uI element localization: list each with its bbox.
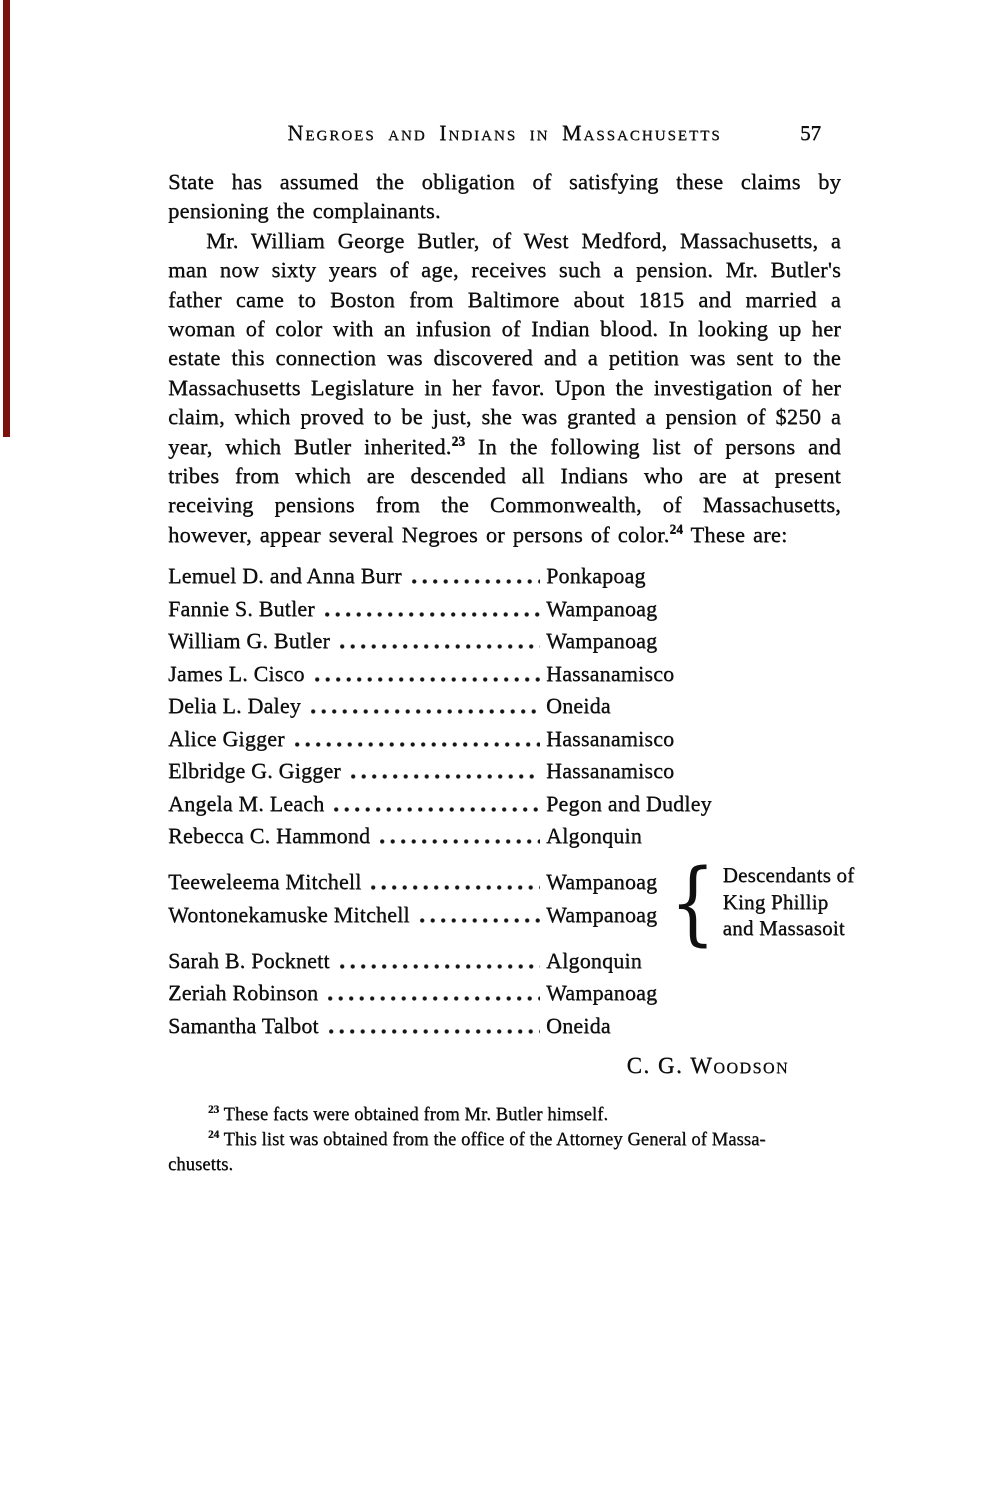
dot-leader xyxy=(371,885,540,890)
list-item xyxy=(168,948,841,981)
author-signature: C. G. Woodson xyxy=(626,1053,789,1079)
paragraph-butler xyxy=(168,226,841,549)
paragraph-text: These are: xyxy=(690,521,788,547)
dot-leader xyxy=(412,579,540,584)
tribe-name: Algonquin xyxy=(546,823,642,849)
tribe-name: Oneida xyxy=(546,1012,611,1038)
footnote-text: These facts were obtained from Mr. Butler himself. xyxy=(223,1105,609,1126)
footnote-text: This list was obtained from the office of the Attorney General of Massa- xyxy=(223,1130,766,1151)
dot-leader xyxy=(420,918,540,923)
tribe-name: Wampanoag xyxy=(546,628,658,654)
dot-leader xyxy=(334,807,540,812)
footnote-24 xyxy=(168,1128,841,1178)
list-item xyxy=(168,596,841,629)
brace-group-rows xyxy=(168,869,666,934)
tribe-name: Hassanamisco xyxy=(546,758,675,784)
note-line: King Phillip xyxy=(722,889,829,914)
tribe-name: Oneida xyxy=(546,693,611,719)
dot-leader xyxy=(295,742,540,747)
person-name: Teeweleema Mitchell xyxy=(168,869,362,895)
tribe-name: Ponkapoag xyxy=(546,563,646,589)
footnote-marker: 24 xyxy=(208,1129,220,1142)
person-name: Alice Gigger xyxy=(168,725,285,751)
list-item xyxy=(168,661,841,694)
list-item xyxy=(168,823,841,856)
running-title: Negroes and Indians in Massachusetts xyxy=(287,120,722,145)
person-name: Elbridge G. Gigger xyxy=(168,758,341,784)
list-item xyxy=(168,563,841,596)
list-item xyxy=(168,1013,841,1046)
list-item xyxy=(168,693,841,726)
footnote-text: chusetts. xyxy=(168,1155,234,1176)
person-name: Rebecca C. Hammond xyxy=(168,823,371,849)
dot-leader xyxy=(380,839,540,844)
tribe-name: Hassanamisco xyxy=(546,660,675,686)
tribe-name: Wampanoag xyxy=(546,901,658,927)
dot-leader xyxy=(315,677,540,682)
descendants-brace-group xyxy=(168,848,855,955)
paragraph-continuation: State has assumed the obligation of satisfying these claims by pensioning the complainants. xyxy=(168,169,841,224)
tribe-name: Wampanoag xyxy=(546,980,658,1006)
dot-leader xyxy=(328,996,540,1001)
scan-edge-artifact xyxy=(3,0,10,437)
curly-brace-glyph: { xyxy=(670,848,716,955)
tribe-name: Wampanoag xyxy=(546,869,658,895)
page-number: 57 xyxy=(800,121,821,145)
tribe-name: Wampanoag xyxy=(546,595,658,621)
footnote-23 xyxy=(168,1103,841,1128)
page-content xyxy=(168,167,855,1178)
brace-group-note xyxy=(723,862,855,942)
pension-list xyxy=(168,563,855,1045)
dot-leader xyxy=(340,644,540,649)
list-item xyxy=(168,902,666,935)
dot-leader xyxy=(311,709,540,714)
dot-leader xyxy=(351,774,540,779)
list-item xyxy=(168,869,666,902)
person-name: Fannie S. Butler xyxy=(168,595,315,621)
person-name: Angela M. Leach xyxy=(168,790,325,816)
footnote-ref-24: 24 xyxy=(669,521,683,537)
footnotes xyxy=(168,1103,841,1178)
person-name: Delia L. Daley xyxy=(168,693,301,719)
person-name: Sarah B. Pocknett xyxy=(168,947,330,973)
person-name: Samantha Talbot xyxy=(168,1012,319,1038)
note-line: Descendants of xyxy=(722,863,855,888)
person-name: William G. Butler xyxy=(168,628,330,654)
dot-leader xyxy=(325,612,540,617)
paragraph-text: In the following list of persons and tribes from which are descended all Indians who are at present receiving pensions from the Commonwealth, of Massachusetts, however, appear several Negroes or persons of color. xyxy=(168,433,842,547)
tribe-name: Pegon and Dudley xyxy=(546,790,712,816)
person-name: James L. Cisco xyxy=(168,660,305,686)
list-item xyxy=(168,628,841,661)
person-name: Zeriah Robinson xyxy=(168,980,319,1006)
footnote-marker: 23 xyxy=(208,1104,220,1117)
note-line: and Massasoit xyxy=(722,916,845,941)
list-item xyxy=(168,791,841,824)
person-name: Wontonekamuske Mitchell xyxy=(168,901,410,927)
tribe-name: Hassanamisco xyxy=(546,725,675,751)
tribe-name: Algonquin xyxy=(546,947,642,973)
dot-leader xyxy=(329,1029,540,1034)
list-item xyxy=(168,980,841,1013)
footnote-ref-23: 23 xyxy=(451,433,466,449)
list-item xyxy=(168,758,841,791)
paragraph-text: Mr. William George Butler, of West Medford, Massachusetts, a man now sixty years of age, receives such a pension. Mr. Butler's father came to Boston from Baltimore about 1815 and married a woman of color with an infusion of Indian blood. In looking up her estate this connection was discovered and a petition was sent to the Massachusetts Legislature in her favor. Upon the investigation of her claim, which proved to be just, she was granted a pension of $250 a year, which Butler inherited. xyxy=(168,227,841,459)
person-name: Lemuel D. and Anna Burr xyxy=(168,563,402,589)
list-item xyxy=(168,726,841,759)
page-header xyxy=(168,120,841,146)
dot-leader xyxy=(340,964,540,969)
